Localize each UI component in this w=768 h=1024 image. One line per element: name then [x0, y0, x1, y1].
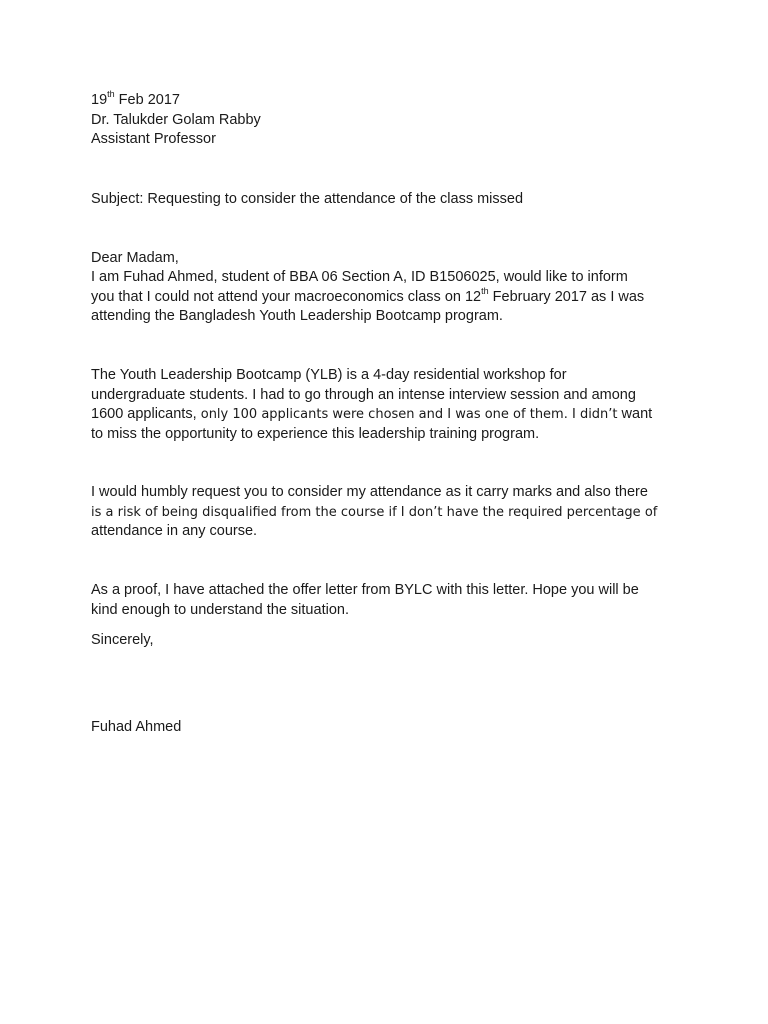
signature-name: Fuhad Ahmed: [91, 719, 182, 735]
signature: [91, 718, 671, 738]
paragraph-line: [91, 285, 671, 308]
recipient-title: Assistant Professor: [91, 131, 216, 147]
date-day: 19: [91, 92, 108, 108]
recipient-name: Dr. Talukder Golam Rabby: [91, 111, 261, 128]
text-run: 1600 applicants,: [91, 406, 197, 422]
text-run: want: [617, 406, 653, 422]
paragraph-3: [91, 483, 671, 542]
paragraph-line: I would humbly request you to consider my attendance as it carry marks and also there: [91, 484, 648, 500]
paragraph-4: [91, 581, 671, 620]
letter-date: [91, 91, 671, 111]
date-rest: Feb 2017: [114, 92, 180, 108]
superscript: th: [481, 285, 489, 296]
text-run: only 100 applicants were chosen and I was one of them. I didn’t: [196, 407, 618, 422]
date-suffix: th: [107, 89, 115, 100]
subject-text: Subject: Requesting to consider the attendance of the class missed: [91, 191, 524, 207]
paragraph-line: [91, 405, 671, 425]
paragraph-line: I am Fuhad Ahmed, student of BBA 06 Section A, ID B1506025, would like to inform: [91, 269, 628, 285]
paragraph-line: As a proof, I have attached the offer letter from BYLC with this letter. Hope you will be: [91, 582, 639, 598]
text-run: February 2017 as I was: [488, 288, 645, 305]
paragraph-line: is a risk of being disqualified from the course if I don’t have the required percentage of: [91, 504, 658, 520]
paragraph-line: attending the Bangladesh Youth Leadership Bootcamp program.: [91, 308, 503, 324]
paragraph-line: undergraduate students. I had to go through an intense interview session and among: [91, 386, 636, 403]
closing-text: Sincerely,: [91, 632, 154, 648]
closing: [91, 631, 671, 651]
paragraph-line: The Youth Leadership Bootcamp (YLB) is a 4-day residential workshop for: [91, 367, 567, 383]
salutation-text: Dear Madam,: [91, 250, 179, 266]
letter-header: [91, 91, 671, 150]
paragraph-1: [91, 268, 671, 327]
paragraph-line: to miss the opportunity to experience this leadership training program.: [91, 425, 540, 442]
paragraph-line: kind enough to understand the situation.: [91, 601, 349, 618]
text-run: you that I could not attend your macroeconomics class on 12: [91, 288, 482, 305]
subject-line: [91, 190, 671, 210]
salutation: [91, 249, 671, 269]
paragraph-2: [91, 366, 671, 444]
paragraph-line: attendance in any course.: [91, 523, 258, 539]
